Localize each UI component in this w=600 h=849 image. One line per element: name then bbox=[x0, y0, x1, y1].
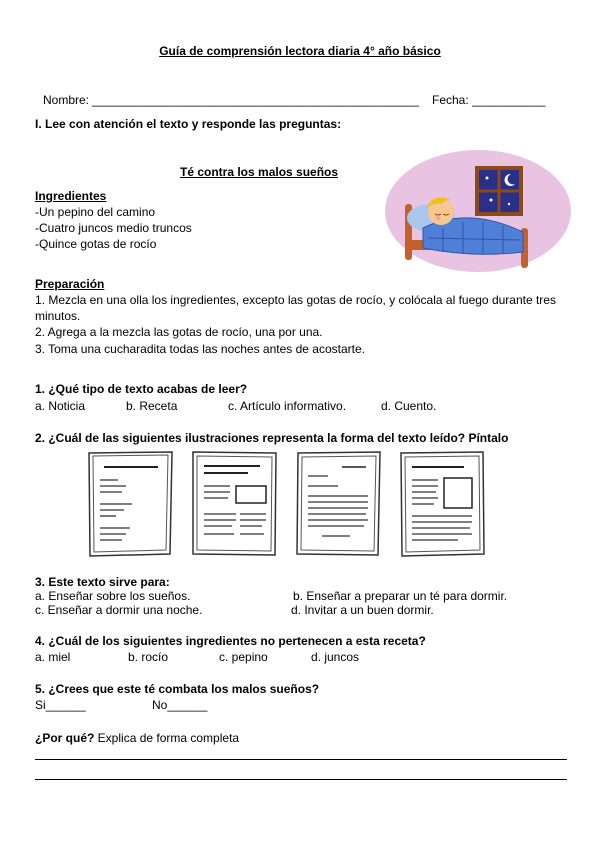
q1-option-c[interactable]: c. Artículo informativo. bbox=[228, 399, 347, 413]
step-line: 3. Toma una cucharadita todas las noches antes de acostarte. bbox=[35, 342, 365, 356]
q3-option-a[interactable]: a. Enseñar sobre los sueños. bbox=[35, 589, 191, 603]
por-que-prompt bbox=[35, 731, 239, 745]
question-3: 3. Este texto sirve para: bbox=[35, 575, 170, 589]
date-label: Fecha: bbox=[432, 93, 469, 107]
q3-option-d[interactable]: d. Invitar a un buen dormir. bbox=[291, 603, 434, 617]
name-label: Nombre: bbox=[43, 93, 90, 107]
ingredient-item: -Quince gotas de rocío bbox=[35, 237, 157, 251]
question-1: 1. ¿Qué tipo de texto acabas de leer? bbox=[35, 382, 248, 396]
preparation-heading: Preparación bbox=[35, 277, 105, 291]
q4-option-b[interactable]: b. rocío bbox=[128, 650, 169, 664]
answer-no-field[interactable]: No______ bbox=[152, 698, 208, 712]
step-line: minutos. bbox=[35, 309, 81, 323]
q4-option-c[interactable]: c. pepino bbox=[219, 650, 268, 664]
sleeping-child-illustration bbox=[383, 148, 573, 275]
ingredient-item: -Un pepino del camino bbox=[35, 205, 156, 219]
por-que-label: ¿Por qué? bbox=[35, 731, 95, 745]
instruction: I. Lee con atención el texto y responde las preguntas: bbox=[35, 117, 342, 131]
answer-si-field[interactable]: Si______ bbox=[35, 698, 86, 712]
step-line: 2. Agrega a la mezcla las gotas de rocío, una por una. bbox=[35, 325, 323, 339]
q1-option-b[interactable]: b. Receta bbox=[126, 399, 178, 413]
q3-option-b[interactable]: b. Enseñar a preparar un té para dormir. bbox=[293, 589, 508, 603]
name-field[interactable]: _________________________________________________ bbox=[92, 93, 420, 107]
document-form-option-3[interactable] bbox=[294, 450, 384, 558]
q3-option-c[interactable]: c. Enseñar a dormir una noche. bbox=[35, 603, 203, 617]
recipe-title: Té contra los malos sueños bbox=[180, 165, 339, 179]
q1-option-d[interactable]: d. Cuento. bbox=[381, 399, 437, 413]
q1-option-a[interactable]: a. Noticia bbox=[35, 399, 86, 413]
step-line: 1. Mezcla en una olla los ingredientes, excepto las gotas de rocío, y colócala al fuego durante tres bbox=[35, 293, 556, 307]
question-5: 5. ¿Crees que este té combata los malos sueños? bbox=[35, 682, 320, 696]
q4-option-a[interactable]: a. miel bbox=[35, 650, 71, 664]
ingredients-heading: Ingredientes bbox=[35, 189, 107, 203]
page-title: Guía de comprensión lectora diaria 4° año básico bbox=[159, 44, 441, 58]
document-form-option-1[interactable] bbox=[86, 450, 176, 558]
por-que-instruction: Explica de forma completa bbox=[94, 731, 240, 745]
answer-line[interactable] bbox=[35, 759, 567, 760]
question-4: 4. ¿Cuál de los siguientes ingredientes no pertenecen a esta receta? bbox=[35, 634, 426, 648]
date-field[interactable]: ___________ bbox=[472, 93, 546, 107]
answer-line[interactable] bbox=[35, 779, 567, 780]
question-2: 2. ¿Cuál de las siguientes ilustraciones representa la forma del texto leído? Píntalo bbox=[35, 431, 509, 445]
document-form-option-4[interactable] bbox=[398, 450, 488, 558]
q4-option-d[interactable]: d. juncos bbox=[311, 650, 360, 664]
ingredient-item: -Cuatro juncos medio truncos bbox=[35, 221, 192, 235]
document-form-option-2[interactable] bbox=[190, 450, 280, 558]
